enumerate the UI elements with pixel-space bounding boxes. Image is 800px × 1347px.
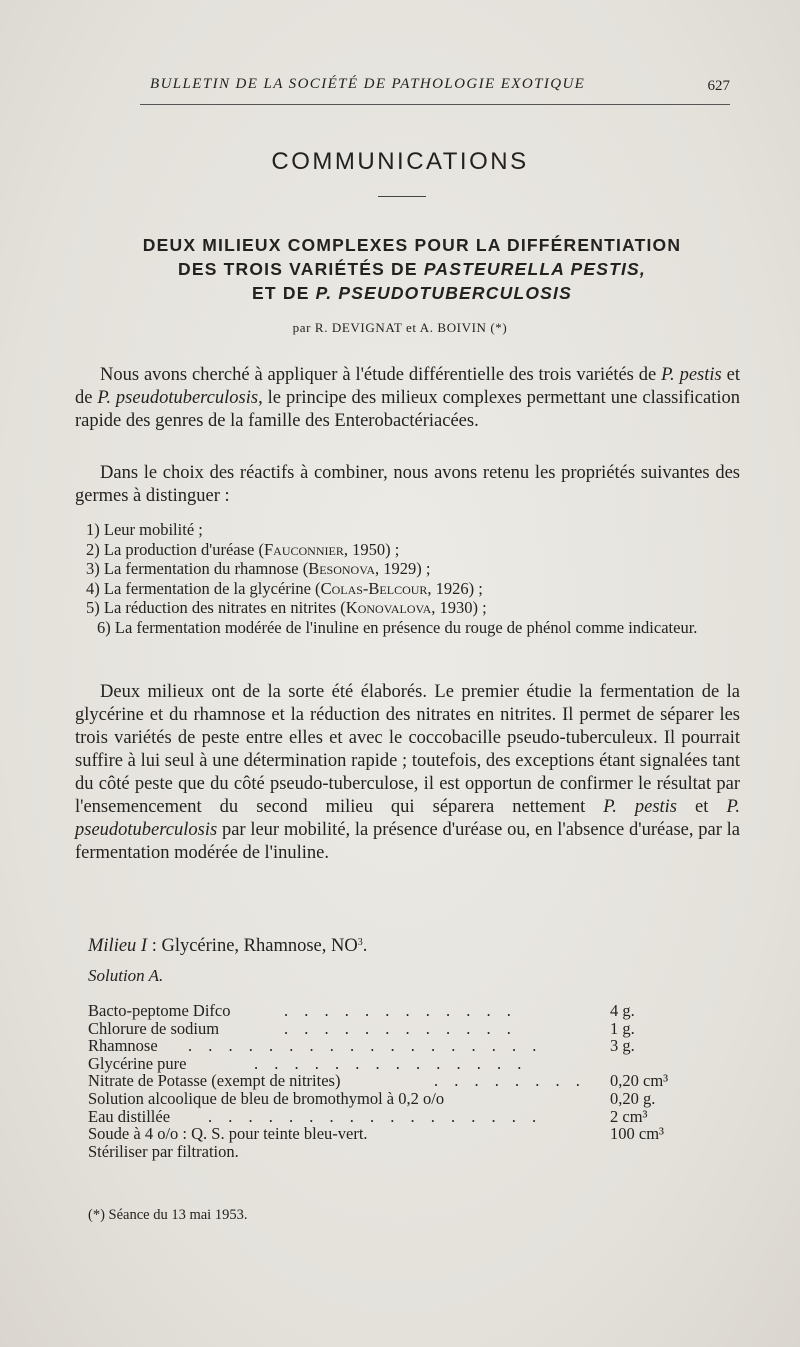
list-item	[75, 618, 740, 638]
recipe-row	[88, 1143, 738, 1161]
title-species: P. PSEUDOTUBERCULOSIS	[315, 283, 572, 303]
properties-list	[75, 520, 740, 638]
quantity: 0,20 g.	[610, 1088, 656, 1108]
list-text: 2) La production d'uréase (	[86, 539, 264, 559]
list-item	[75, 540, 740, 560]
text: Nous avons cherché à appliquer à l'étude différentielle des trois variétés de	[100, 365, 662, 385]
leader-dots: . . . . . . . . . . . . . . . . .	[208, 1106, 543, 1126]
author-name: Konovalova	[345, 598, 432, 618]
text: et de	[75, 365, 740, 408]
list-item	[75, 579, 740, 599]
author-name: Fauconnier	[264, 539, 344, 559]
recipe-row	[88, 1002, 738, 1020]
species-name: P. pestis	[603, 797, 678, 817]
quantity: 100 cm³	[610, 1124, 664, 1144]
list-text: , 1950) ;	[343, 539, 400, 559]
list-item	[75, 559, 740, 579]
ingredient: Rhamnose	[88, 1036, 158, 1056]
species-name: P. pseudotuberculosis	[97, 388, 259, 408]
article-title-line-2	[80, 257, 744, 281]
ingredient: Solution alcoolique de bleu de bromothymol à 0,2 o/o	[88, 1088, 445, 1108]
article-title	[80, 233, 744, 305]
quantity: 2 cm³	[610, 1106, 648, 1126]
quantity: 0,20 cm³	[610, 1071, 669, 1091]
ingredient: Eau distillée	[88, 1106, 171, 1126]
leader-dots: . . . . . . . . . . . .	[284, 1001, 517, 1020]
header-rule	[140, 104, 730, 105]
recipe-row	[88, 1037, 738, 1055]
recipe-row	[88, 1020, 738, 1038]
byline: par R. DEVIGNAT et A. BOIVIN (*)	[292, 320, 508, 335]
author-name: Besonova	[308, 559, 376, 579]
recipe-row	[88, 1090, 738, 1108]
footnote: (*) Séance du 13 mai 1953.	[88, 1207, 248, 1223]
text: , le principe des milieux complexes permettant une classification rapide des genres de la famille des Enterobactériacées.	[75, 388, 740, 431]
quantity: 1 g.	[610, 1018, 635, 1038]
quantity: 3 g.	[610, 1036, 635, 1056]
ingredient: Soude à 4 o/o : Q. S. pour teinte bleu-vert.	[88, 1124, 368, 1144]
recipe-row	[88, 1125, 738, 1143]
solution-heading: Solution A.	[88, 966, 164, 985]
paragraph-2: Dans le choix des réactifs à combiner, nous avons retenu les propriétés suivantes des germes à distinguer :	[75, 463, 740, 506]
leader-dots: . . . . . . . .	[434, 1071, 586, 1091]
list-text: 6) La fermentation modérée de l'inuline en présence du rouge de phénol comme indicateur.	[97, 617, 698, 637]
list-text: , 1930) ;	[431, 598, 487, 618]
ingredient: Stériliser par filtration.	[88, 1141, 239, 1161]
ingredient: Nitrate de Potasse (exempt de nitrites)	[88, 1071, 341, 1091]
article-title-line-1: DEUX MILIEUX COMPLEXES POUR LA DIFFÉRENTIATION	[142, 235, 682, 255]
recipe-row	[88, 1055, 738, 1073]
list-text: , 1926) ;	[427, 578, 483, 598]
text: Deux milieux ont de la sorte été élaborés. Le premier étudie la fermentation de la glycérine et du rhamnose et la réduction des nitrates en nitrites. Il permet de séparer les trois variétés de peste entre elles et avec le coccobacille pseudo-tuberculeux. Il pourrait suffire à lui seul à une détermination rapide ; toutefois, des exceptions étant signalées tant du côté peste que du côté pseudo-tuberculose, il est opportun de confirmer le résultat par l'ensemencement du second milieu qui séparera nettement	[75, 682, 740, 817]
author-name: Colas-Belcour	[320, 578, 428, 598]
list-text: 3) La fermentation du rhamnose (	[86, 559, 309, 579]
section-title: COMMUNICATIONS	[271, 148, 529, 175]
page-number: 627	[707, 78, 730, 94]
title-genus: PASTEURELLA PESTIS,	[423, 259, 646, 279]
list-item	[75, 520, 740, 540]
list-text: 1) Leur mobilité ;	[86, 520, 203, 539]
text: et	[677, 797, 727, 817]
superscript: 3	[357, 937, 363, 948]
species-name: P. pestis	[661, 365, 722, 385]
title-text: DES TROIS VARIÉTÉS DE	[178, 259, 424, 279]
ingredient: Bacto-peptome Difco	[88, 1001, 231, 1020]
ingredient: Glycérine pure	[88, 1053, 187, 1073]
paragraph-1	[75, 364, 740, 433]
title-text: ET DE	[252, 283, 316, 303]
recipe-list	[88, 1002, 738, 1160]
leader-dots: . . . . . . . . . . . . . . . . . .	[188, 1036, 543, 1056]
quantity: 4 g.	[610, 1001, 635, 1020]
leader-dots: . . . . . . . . . . . . . .	[254, 1053, 528, 1073]
article-title-line-3	[80, 281, 744, 305]
list-text: , 1929) ;	[375, 559, 431, 579]
running-title: BULLETIN DE LA SOCIÉTÉ DE PATHOLOGIE EXOTIQUE	[150, 76, 586, 92]
recipe-row	[88, 1108, 738, 1126]
milieu-label: Milieu I	[88, 936, 148, 956]
milieu-heading	[88, 936, 367, 957]
section-divider	[378, 196, 426, 197]
milieu-text: : Glycérine, Rhamnose, NO	[147, 936, 358, 956]
list-text: 4) La fermentation de la glycérine (	[86, 578, 321, 598]
text: par leur mobilité, la présence d'uréase ou, en l'absence d'uréase, par la fermentation modérée de l'inuline.	[75, 820, 740, 863]
recipe-row	[88, 1072, 738, 1090]
leader-dots: . . . . . . . . . . . .	[284, 1018, 517, 1038]
species-name: P. pseudotuberculosis	[75, 797, 741, 840]
ingredient: Chlorure de sodium	[88, 1018, 220, 1038]
milieu-end: .	[362, 936, 368, 956]
list-text: 5) La réduction des nitrates en nitrites (	[86, 598, 346, 618]
paragraph-3	[75, 681, 740, 865]
list-item	[75, 598, 740, 618]
